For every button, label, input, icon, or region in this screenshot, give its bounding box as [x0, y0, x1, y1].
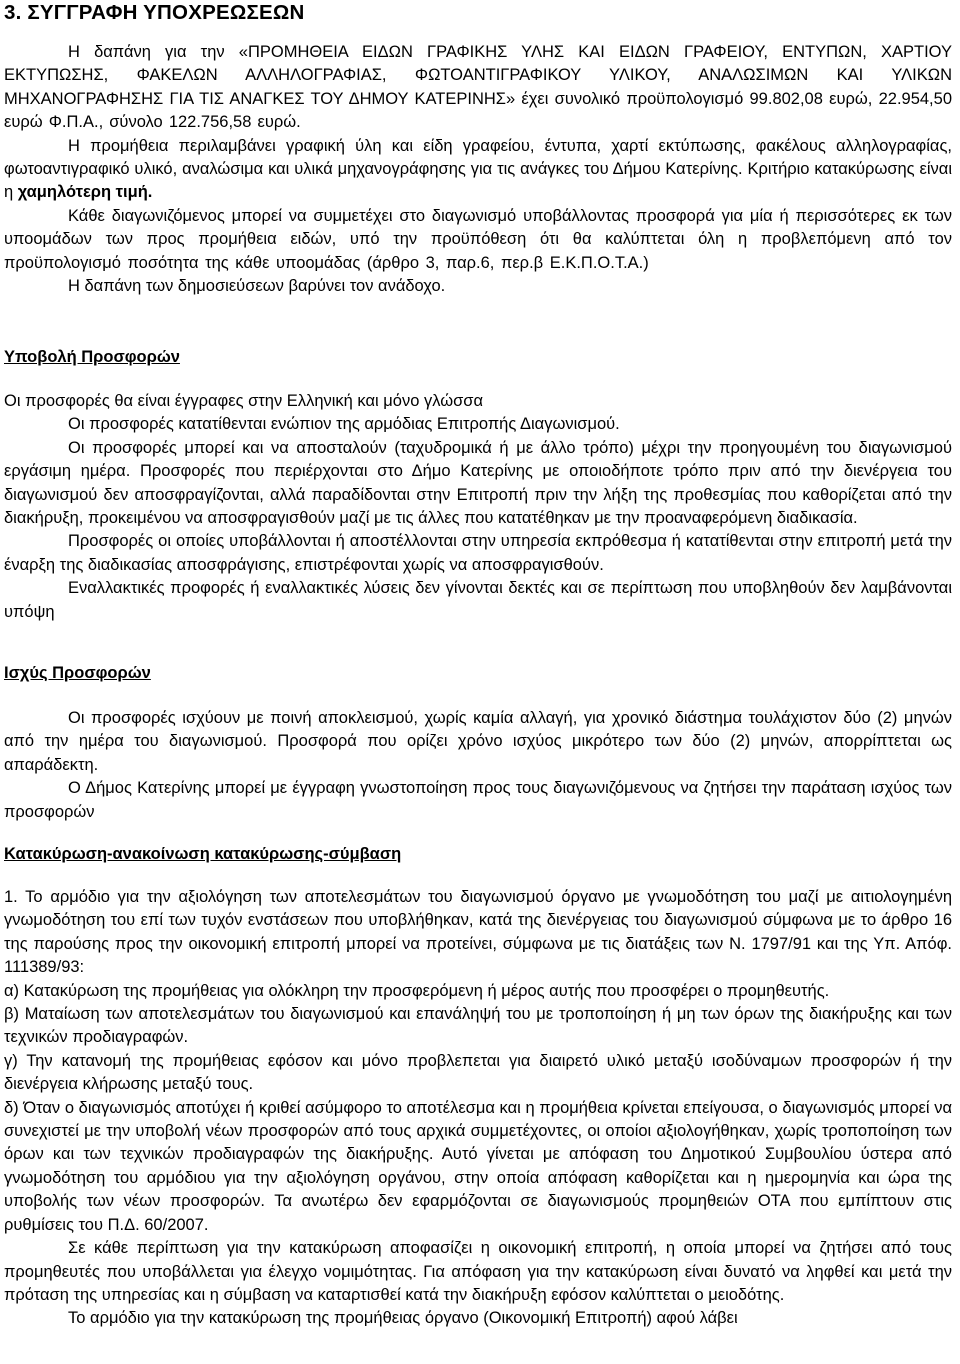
intro-paragraph-lots: Κάθε διαγωνιζόμενος μπορεί να συμμετέχει στο διαγωνισμό υποβάλλοντας προσφορά για μία ή περισσότερες εκ των υποομάδων των προς προμήθεια ειδών, υπό την προϋπόθεση ότι θα καλύπτεται όλη η προβλεπόμενη από τον προϋπολογισμό ποσότητα της κάθε υποομάδας (άρθρο 3, παρ.6, περ.β Ε.Κ.Π.Ο.Τ.Α.) — [4, 206, 952, 272]
award-option-c: γ) Την κατανομή της προμήθειας εφόσον και μόνο προβλεπεται για διαιρετό υλικό μεταξύ ισοδύναμων προσφορών ή την διενέργεια κλήρωσης μεταξύ τους. — [4, 1051, 952, 1094]
validity-block — [4, 707, 952, 824]
intro-paragraph-budget: Η δαπάνη για την «ΠΡΟΜΗΘΕΙΑ ΕΙΔΩΝ ΓΡΑΦΙΚΗΣ ΥΛΗΣ ΚΑΙ ΕΙΔΩΝ ΓΡΑΦΕΙΟΥ, ΕΝΤΥΠΩΝ, ΧΑΡΤΙΟΥ ΕΚΤΥΠΩΣΗΣ, ΦΑΚΕΛΩΝ ΑΛΛΗΛΟΓΡΑΦΙΑΣ, ΦΩΤΟΑΝΤΙΓΡΑΦΙΚΟΥ ΥΛΙΚΟΥ, ΑΝΑΛΩΣΙΜΩΝ ΚΑΙ ΥΛΙΚΩΝ ΜΗΧΑΝΟΓΡΑΦΗΣΗΣ ΓΙΑ ΤΙΣ ΑΝΑΓΚΕΣ ΤΟΥ ΔΗΜΟΥ ΚΑΤΕΡΙΝΗΣ» έχει συνολικό προϋπολογισμό 99.802,08 ευρώ, 22.954,50 ευρώ Φ.Π.Α., σύνολο 122.756,58 ευρώ. — [4, 43, 952, 132]
award-option-b: β) Ματαίωση των αποτελεσμάτων του διαγωνισμού και επανάληψή του με τροποποίηση ή μη των όρων της διακήρυξης και των τεχνικών προδιαγραφών. — [4, 1005, 952, 1047]
intro-scope-text: Η προμήθεια περιλαμβάνει γραφική ύλη και είδη γραφείου, έντυπα, χαρτί εκτύπωσης, φακέλους αλληλογραφίας, φωτοαντιγραφικό υλικό, αναλώσιμα και υλικά μηχανογράφησης για τις ανάγκες του Δήμου Κατερίνης. Κριτήριο κατακύρωσης είναι η — [4, 136, 952, 202]
award-block — [4, 886, 952, 1331]
offers-paragraph-submission: Οι προσφορές κατατίθενται ενώπιον της αρμόδιας Επιτροπής Διαγωνισμού. — [68, 415, 620, 434]
intro-block — [4, 41, 952, 298]
section-title: 3. ΣΥΓΓΡΑΦΗ ΥΠΟΧΡΕΩΣΕΩΝ — [4, 1, 305, 24]
intro-paragraph-publication-cost: Η δαπάνη των δημοσιεύσεων βαρύνει τον ανάδοχο. — [68, 277, 446, 296]
intro-paragraph-scope — [4, 135, 952, 205]
award-paragraph-3: Το αρμόδιο για την κατακύρωση της προμήθειας όργανο (Οικονομική Επιτροπή) αφού λάβει — [68, 1309, 738, 1328]
offers-paragraph-late: Προσφορές οι οποίες υποβάλλονται ή αποστέλλονται στην υπηρεσία εκπρόθεσμα ή κατατίθενται στην επιτροπή μετά την έναρξη της διαδικασίας αποσφράγισης, επιστρέφονται χωρίς να αποσφραγισθούν. — [4, 532, 952, 574]
offers-paragraph-mail: Οι προσφορές μπορεί και να αποσταλούν (ταχυδρομικά ή με άλλο τρόπο) μέχρι την προηγουμένη του διαγωνισμού εργάσιμη ημέρα. Προσφορές που περιέρχονται στο Δήμο Κατερίνης με οποιοδήποτε τρόπο πριν από την διενέργεια του διαγωνισμού δεν αποσφραγίζονται, αλλά παραδίδονται στην Επιτροπή πριν την λήξη της προθεσμίας που καθορίζεται από την διακήρυξη, προκειμένου να αποσφραγισθούν μαζί με τις άλλες που κατατέθηκαν με την προαναφερόμενη διαδικασία. — [4, 438, 952, 528]
offers-heading: Υποβολή Προσφορών — [4, 348, 180, 366]
offers-block — [4, 390, 952, 624]
award-option-a: α) Κατακύρωση της προμήθειας για ολόκληρη την προσφερόμενη ή μέρος αυτής που προσφέρει ο προμηθευτής. — [4, 981, 830, 1000]
validity-paragraph-extension: Ο Δήμος Κατερίνης μπορεί με έγγραφη γνωστοποίηση προς τους διαγωνιζόμενους να ζητήσει την παράταση ισχύος των προσφορών — [4, 779, 952, 821]
award-paragraph-2: Σε κάθε περίπτωση για την κατακύρωση αποφασίζει η οικονομική επιτροπή, η οποία μπορεί να ζητήσει από τους προμηθευτές που υποβάλλεται για έλεγχο νομιμότητας. Για απόφαση για την κατακύρωση είναι δυνατό να ληφθεί και μετά την πρόταση της υπηρεσίας και η σύμβαση να καταρτισθεί κατά την διακήρυξη εφόσον καλύπτεται ο μειοδότης. — [4, 1239, 952, 1304]
offers-paragraph-language: Οι προσφορές θα είναι έγγραφες στην Ελληνική και μόνο γλώσσα — [4, 392, 483, 410]
award-criterion: χαμηλότερη τιμή. — [17, 183, 153, 202]
validity-heading: Ισχύς Προσφορών — [4, 664, 151, 682]
award-heading: Κατακύρωση-ανακοίνωση κατακύρωσης-σύμβαση — [4, 845, 402, 863]
award-option-d: δ) Όταν ο διαγωνισμός αποτύχει ή κριθεί ασύμφορο το αποτέλεσμα και η προμήθεια κρίνεται επείγουσα, ο διαγωνισμός μπορεί να συνεχιστεί με την υποβολή νέων προσφορών από τους αρχικά συμμετέχοντες, οι οποίοι αξιολογήθηκαν, χωρίς τροποποίηση των όρων και των τεχνικών προδιαγραφών της διακήρυξης. Αυτό γίνεται με απόφαση του Δημοτικού Συμβουλίου ύστερα από γνωμοδότηση του αρμόδιου για την αξιολόγηση οργάνου, στην οποία απόφαση καθορίζεται και η ημερομηνία και ώρα της υποβολής των νέων προσφορών. Τα ανωτέρω δεν εφαρμόζονται σε διαγωνισμούς προμηθειών ΟΤΑ που εμπίπτουν στις ρυθμίσεις του Π.Δ. 60/2007. — [4, 1098, 952, 1234]
validity-paragraph-duration: Οι προσφορές ισχύουν με ποινή αποκλεισμού, χωρίς καμία αλλαγή, για χρονικό διάστημα τουλάχιστον δύο (2) μηνών από την ημέρα του διαγωνισμού. Προσφορά που ορίζει χρόνο ισχύος μικρότερο των δύο (2) μηνών, απορρίπτεται ως απαράδεκτη. — [4, 709, 952, 774]
award-paragraph-1: 1. Το αρμόδιο για την αξιολόγηση των αποτελεσμάτων του διαγωνισμού όργανο με γνωμοδότηση του μαζί με αιτιολογημένη γνωμοδότηση του επί των τυχόν ενστάσεων που υποβλήθηκαν, κατά της διενέργειας του διαγωνισμού σύμφωνα με το άρθρο 16 της παρούσης προς την οικονομική επιτροπή μπορεί να προτείνει, σύμφωνα με τις διατάξεις των Ν. 1797/91 και της Υπ. Απόφ. 111389/93: — [4, 888, 952, 977]
offers-paragraph-alternatives: Εναλλακτικές προφορές ή εναλλακτικές λύσεις δεν γίνονται δεκτές και σε περίπτωση που υποβληθούν δεν λαμβάνονται υπόψη — [4, 579, 952, 621]
